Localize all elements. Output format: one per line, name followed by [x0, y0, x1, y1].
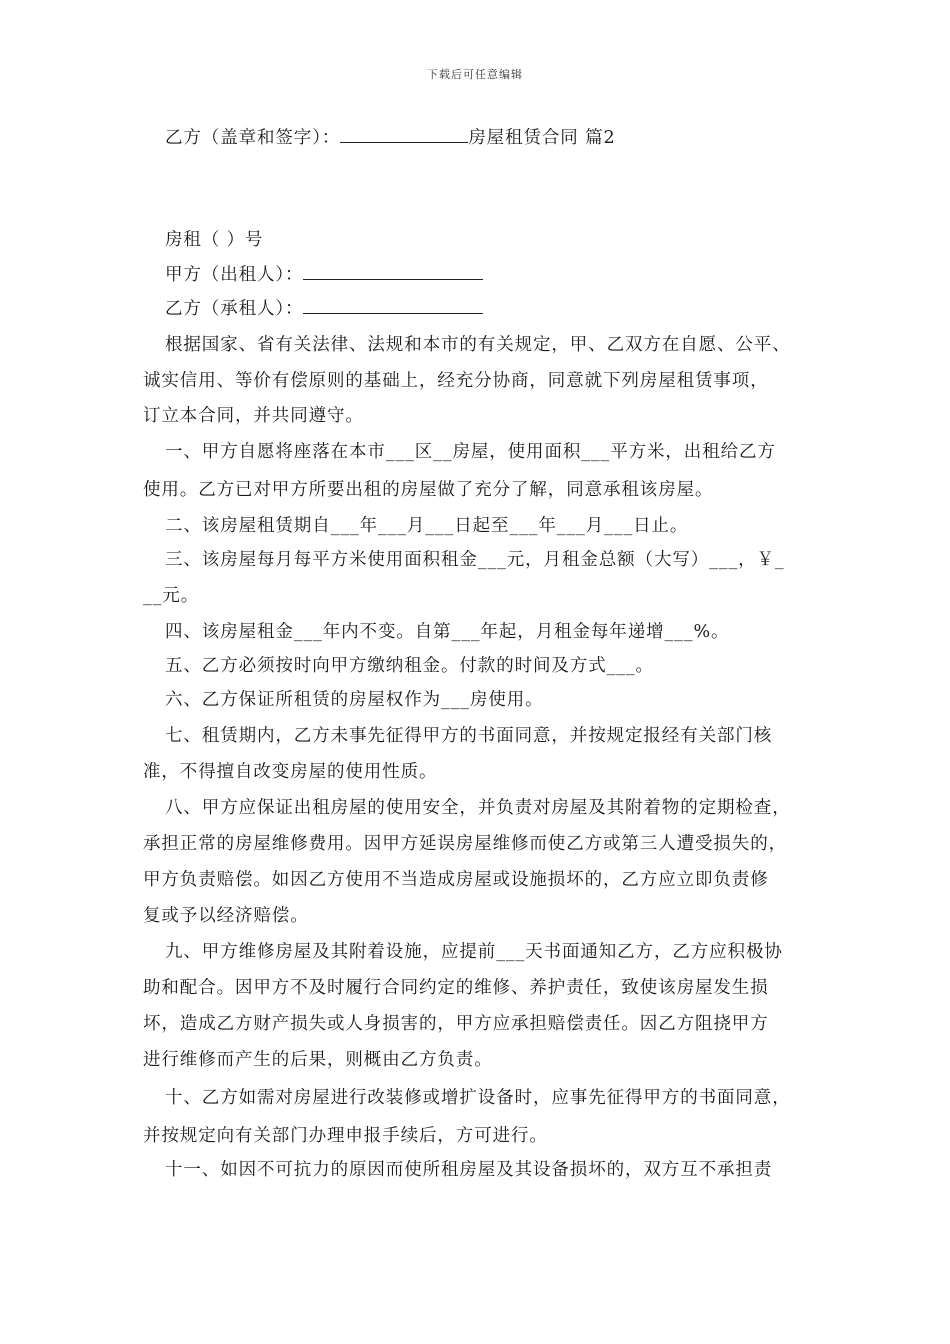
contract-number: 房租（ ）号 [165, 230, 264, 250]
text-segment: 乙方（承租人）： [165, 299, 304, 319]
paragraph-line: 承担正常的房屋维修费用。因甲方延误房屋维修而使乙方或第三人遭受损失的， [143, 834, 787, 854]
paragraph-line: 进行维修而产生的后果，则概由乙方负责。 [143, 1050, 493, 1070]
party-a-blank [303, 263, 483, 280]
paragraph-line: 并按规定向有关部门办理申报手续后，方可进行。 [143, 1126, 548, 1146]
clause-7: 七、租赁期内，乙方未事先征得甲方的书面同意，并按规定报经有关部门核 [165, 726, 773, 746]
paragraph-line: __元。 [143, 586, 200, 606]
signature-line [165, 126, 616, 150]
clause-4: 四、该房屋租金___年内不变。自第___年起，月租金每年递增___%。 [165, 622, 730, 642]
party-b-line [165, 297, 483, 321]
clause-1: 一、甲方自愿将座落在本市___区__房屋，使用面积___平方米，出租给乙方 [165, 442, 776, 462]
text-segment: 乙方（盖章和签字）： [165, 128, 341, 148]
paragraph-line: 使用。乙方已对甲方所要出租的房屋做了充分了解，同意承租该房屋。 [143, 480, 714, 500]
section-title: 房屋租赁合同 篇2 [468, 128, 616, 148]
clause-2: 二、该房屋租赁期自___年___月___日起至___年___月___日止。 [165, 516, 689, 536]
signature-blank [340, 126, 468, 143]
paragraph-line: 准，不得擅自改变房屋的使用性质。 [143, 762, 438, 782]
clause-6: 六、乙方保证所租赁的房屋权作为___房使用。 [165, 690, 544, 710]
clause-8: 八、甲方应保证出租房屋的使用安全，并负责对房屋及其附着物的定期检查， [165, 798, 791, 818]
paragraph-line: 诚实信用、等价有偿原则的基础上，经充分协商，同意就下列房屋租赁事项， [143, 371, 769, 391]
text-segment: 甲方（出租人）： [165, 265, 304, 285]
paragraph-line: 甲方负责赔偿。如因乙方使用不当造成房屋或设施损坏的，乙方应立即负责修 [143, 870, 769, 890]
clause-3: 三、该房屋每月每平方米使用面积租金___元，月租金总额（大写）___，￥_ [165, 550, 785, 570]
clause-10: 十、乙方如需对房屋进行改装修或增扩设备时，应事先征得甲方的书面同意， [165, 1088, 791, 1108]
party-b-blank [303, 297, 483, 314]
clause-11: 十一、如因不可抗力的原因而使所租房屋及其设备损坏的，双方互不承担责 [165, 1160, 773, 1180]
paragraph-line: 助和配合。因甲方不及时履行合同约定的维修、养护责任，致使该房屋发生损 [143, 978, 769, 998]
header-note: 下载后可任意编辑 [427, 68, 523, 81]
paragraph-line: 根据国家、省有关法律、法规和本市的有关规定，甲、乙双方在自愿、公平、 [165, 335, 791, 355]
paragraph-line: 坏，造成乙方财产损失或人身损害的，甲方应承担赔偿责任。因乙方阻挠甲方 [143, 1014, 769, 1034]
clause-5: 五、乙方必须按时向甲方缴纳租金。付款的时间及方式___。 [165, 656, 654, 676]
paragraph-line: 复或予以经济赔偿。 [143, 906, 309, 926]
clause-9: 九、甲方维修房屋及其附着设施，应提前___天书面通知乙方，乙方应积极协 [165, 942, 783, 962]
paragraph-line: 订立本合同，并共同遵守。 [143, 406, 364, 426]
party-a-line [165, 263, 483, 287]
